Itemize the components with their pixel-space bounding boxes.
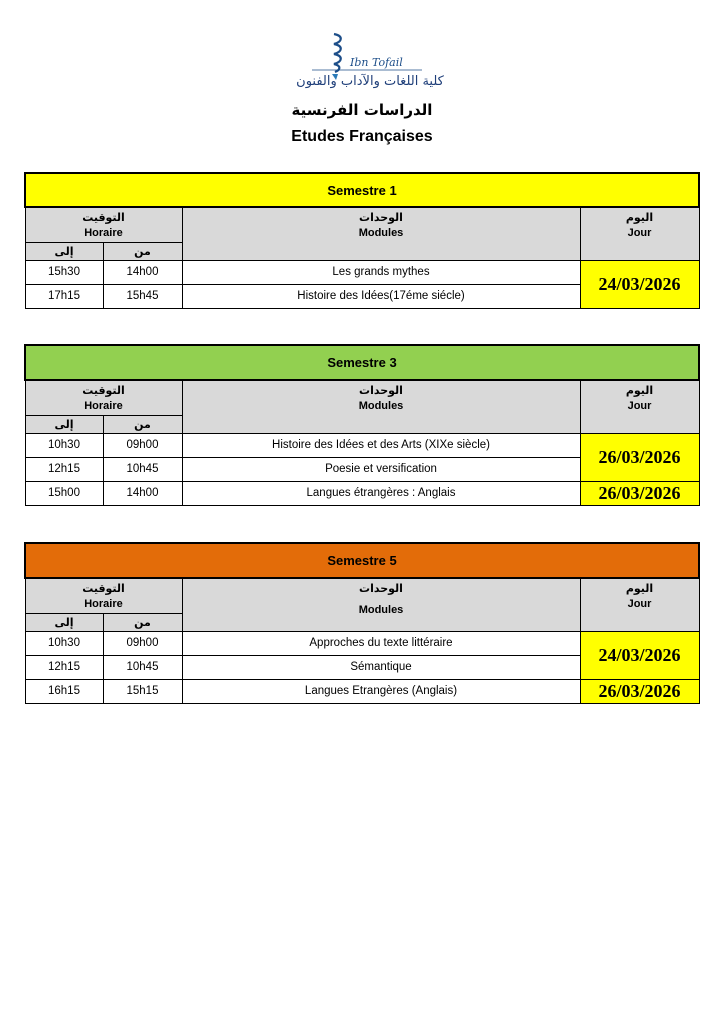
module-name: Poesie et versification — [182, 457, 580, 481]
table-row — [25, 260, 699, 284]
semester-title: Semestre 1 — [25, 173, 699, 207]
jour-header: اليوم Jour — [580, 578, 699, 631]
module-name: Approches du texte littéraire — [182, 631, 580, 655]
page-title: Etudes Françaises — [291, 128, 433, 145]
from-header: من — [103, 613, 182, 631]
logo-script: Ibn Tofail — [350, 56, 403, 69]
from-header: من — [103, 415, 182, 433]
exam-date: 26/03/2026 — [580, 433, 699, 481]
flame-icon — [334, 34, 341, 72]
exam-date: 24/03/2026 — [580, 631, 699, 679]
end-time: 16h15 — [25, 679, 103, 703]
module-name: Sémantique — [182, 655, 580, 679]
horaire-header: التوقيت Horaire — [25, 380, 182, 415]
start-time: 14h00 — [103, 260, 182, 284]
start-time: 09h00 — [103, 631, 182, 655]
end-time: 10h30 — [25, 631, 103, 655]
horaire-header: التوقيت Horaire — [25, 578, 182, 613]
start-time: 10h45 — [103, 655, 182, 679]
module-name: Histoire des Idées(17éme siécle) — [182, 284, 580, 308]
semester-title: Semestre 5 — [25, 543, 699, 578]
start-time: 10h45 — [103, 457, 182, 481]
to-header: إلى — [25, 613, 103, 631]
exam-date: 24/03/2026 — [580, 260, 699, 308]
exam-date: 26/03/2026 — [580, 481, 699, 505]
horaire-header: التوقيت Horaire — [25, 207, 182, 242]
semester-title: Semestre 3 — [25, 345, 699, 380]
page-title-arabic: الدراسات الفرنسية — [291, 101, 433, 119]
table-row — [25, 433, 699, 457]
module-name: Langues étrangères : Anglais — [182, 481, 580, 505]
modules-header: الوحدات Modules — [182, 380, 580, 433]
module-name: Histoire des Idées et des Arts (XIXe siècle) — [182, 433, 580, 457]
end-time: 10h30 — [25, 433, 103, 457]
modules-header: الوحدات Modules — [182, 578, 580, 631]
start-time: 15h45 — [103, 284, 182, 308]
to-header: إلى — [25, 415, 103, 433]
end-time: 12h15 — [25, 457, 103, 481]
jour-header: اليوم Jour — [580, 207, 699, 260]
table-row — [25, 631, 699, 655]
semester-1-table — [24, 172, 700, 309]
faculty-name-arabic: كلية اللغات والآداب والفنون — [296, 74, 444, 89]
modules-header: الوحدات Modules — [182, 207, 580, 260]
jour-header: اليوم Jour — [580, 380, 699, 433]
semester-3-table — [24, 344, 700, 506]
start-time: 15h15 — [103, 679, 182, 703]
from-header: من — [103, 242, 182, 260]
table-row — [25, 679, 699, 703]
table-row — [25, 481, 699, 505]
end-time: 15h00 — [25, 481, 103, 505]
module-name: Langues Etrangères (Anglais) — [182, 679, 580, 703]
exam-date: 26/03/2026 — [580, 679, 699, 703]
to-header: إلى — [25, 242, 103, 260]
end-time: 12h15 — [25, 655, 103, 679]
start-time: 09h00 — [103, 433, 182, 457]
semester-5-table — [24, 542, 700, 704]
module-name: Les grands mythes — [182, 260, 580, 284]
end-time: 17h15 — [25, 284, 103, 308]
start-time: 14h00 — [103, 481, 182, 505]
end-time: 15h30 — [25, 260, 103, 284]
